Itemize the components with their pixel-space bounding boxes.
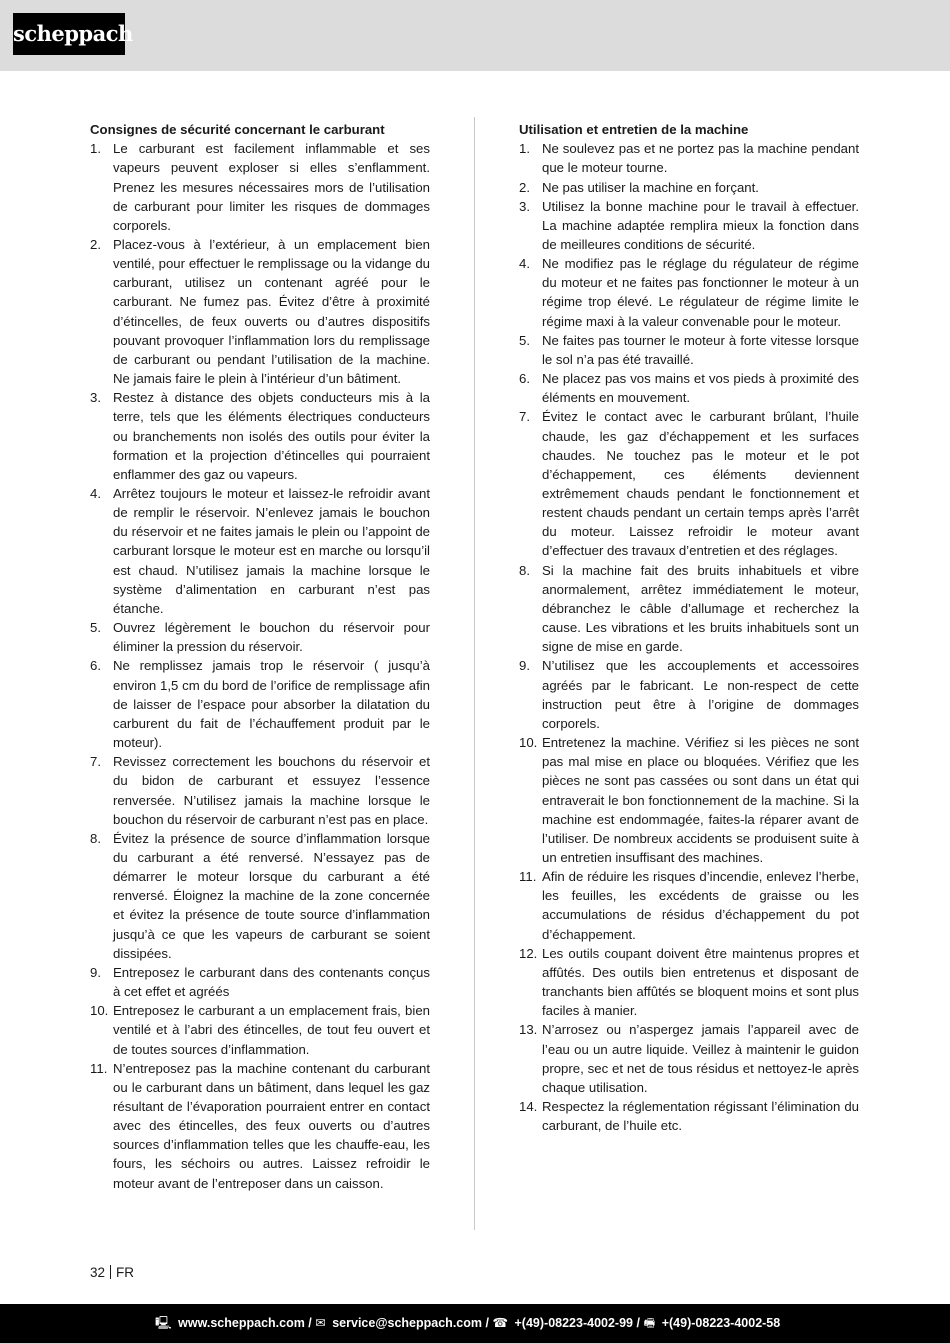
item-text: Restez à distance des objets conducteurs mis à la terre, tels que les éléments électriques conducteurs ou branchements non isolés des outils pour éviter la formation et la projection d’étincelles qui pourraient enflammer des gaz ou vapeurs. — [113, 390, 430, 482]
item-number: 7. — [90, 754, 101, 770]
item-text: Ouvrez légèrement le bouchon du réservoir pour éliminer la pression du réservoir. — [113, 620, 430, 655]
fax-icon: 🖷 — [643, 1316, 656, 1330]
item-text: Ne remplissez jamais trop le réservoir ( jusqu’à environ 1,5 cm du bord de l’orifice de remplissage afin de laisser de l’espace pour absorber la dilatation du carburent du fait de l’échauffement produit par le moteur). — [113, 658, 430, 751]
list-item — [90, 235, 430, 388]
list-item — [519, 369, 859, 407]
list-item — [519, 139, 859, 177]
list-item — [519, 944, 859, 1021]
item-number: 2. — [519, 179, 530, 195]
item-number: 6. — [90, 658, 101, 674]
item-text: Entretenez la machine. Vérifiez si les pièces ne sont pas mal mise en place ou bloquées. Vérifiez que les pièces ne sont pas cassées ou sont dans un état qui entraverait le bon fonctionnement de la machine. Si la machine est endommagée, faites-la réparer avant de l’utiliser. De nombreux accidents se produisent suite à un entretien insuffisant des machines. — [542, 735, 859, 865]
item-text: Respectez la réglementation régissant l’élimination du carburant, de l’huile etc. — [542, 1099, 859, 1134]
item-number: 11. — [519, 869, 537, 885]
mail-icon: ✉ — [315, 1316, 326, 1330]
list-item — [519, 197, 859, 254]
list-item — [90, 618, 430, 656]
item-text: Évitez le contact avec le carburant brûlant, l’huile chaude, les gaz d’échappement et les surfaces chaudes. Ne touchez pas le moteur et le pot d’échappement, ces éléments deviennent extrêmement chauds pendant le fonctionnement et restent chauds pendant un certain temps après l’arrêt du moteur. Laissez refroidir le moteur avant d’effectuer des travaux d’entretien et des réglages. — [542, 409, 859, 559]
list-item — [519, 254, 859, 331]
item-number: 5. — [519, 332, 530, 348]
list-item — [519, 407, 859, 560]
item-number: 6. — [519, 371, 530, 387]
item-number: 1. — [519, 141, 530, 157]
item-number: 3. — [90, 390, 101, 406]
computer-icon: 🖳 — [155, 1316, 172, 1330]
item-text: Ne faites pas tourner le moteur à forte vitesse lorsque le sol n’a pas été travaillé. — [542, 332, 859, 367]
header-band — [0, 0, 950, 71]
list-item — [519, 561, 859, 657]
item-text: N’entreposez pas la machine contenant du carburant ou le carburant dans un bâtiment, dans lequel les gaz résultant de l’évaporation pourraient entrer en contact avec des étincelles, des feux ouverts ou d’autres sources d’inflammation telles que les chauffe-eau, les fours, les séchoirs ou autres. Laissez refroidir le moteur avant de l’entreposer dans un caisson. — [113, 1060, 430, 1191]
list-item — [519, 656, 859, 733]
list-item — [90, 656, 430, 752]
item-number: 1. — [90, 141, 101, 157]
list-item — [90, 829, 430, 963]
page-language: FR — [116, 1265, 135, 1280]
machine-use-list — [519, 139, 859, 1135]
item-number: 2. — [90, 236, 101, 252]
item-text: Ne pas utiliser la machine en forçant. — [542, 179, 759, 195]
footer-email[interactable]: service@scheppach.com / — [332, 1316, 489, 1330]
list-item — [90, 484, 430, 618]
item-number: 8. — [519, 562, 530, 578]
item-text: Ne soulevez pas et ne portez pas la machine pendant que le moteur tourne. — [542, 141, 859, 176]
page-number — [90, 1264, 134, 1282]
footer-contact — [155, 1312, 780, 1334]
item-text: Le carburant est facilement inflammable et ses vapeurs peuvent exploser si elles s’enflamment. Prenez les mesures nécessaires mors de l’utilisation de carburant pour limiter les risques de dommages corporels. — [113, 141, 430, 233]
item-number: 4. — [90, 486, 101, 501]
item-text: Ne modifiez pas le réglage du régulateur de régime du moteur et ne faites pas fonctionner le moteur à un régime trop élevé. Le régulateur de régime limite le régime maxi à la valeur convenable pour le moteur. — [542, 256, 859, 329]
list-item — [519, 178, 859, 197]
item-number: 14. — [519, 1099, 538, 1114]
section-title-machine: Utilisation et entretien de la machine — [519, 122, 749, 137]
scheppach-logo: scheppach — [13, 13, 125, 55]
item-number: 10. — [90, 1003, 109, 1019]
list-item — [90, 752, 430, 829]
footer-phone: +(49)-08223-4002-99 / — [514, 1316, 640, 1330]
item-text: Arrêtez toujours le moteur et laissez-le refroidir avant de remplir le réservoir. N’enlevez jamais le bouchon du réservoir et ne faites jamais le plein ou l’appoint de carburant lorsque le moteur est en marche ou lorsqu’il est chaud. N’utilisez jamais la machine lorsque le système d’alimentation en carburant n’est pas étanche. — [113, 486, 430, 616]
page-number-value: 32 — [90, 1265, 106, 1280]
list-item — [519, 867, 859, 944]
list-item — [519, 1020, 859, 1097]
item-text: Les outils coupant doivent être maintenus propres et affûtés. Des outils bien entretenus et disposant de tranchants bien affûtés se bloquent moins et sont plus faciles à manier. — [542, 945, 859, 1019]
item-text: Si la machine fait des bruits inhabituels et vibre anormalement, arrêtez immédiatement le moteur, débranchez le câble d’allumage et recherchez la cause. Les vibrations et les bruits inhabituels sont un signe de mise en garde. — [542, 562, 859, 655]
footer-fax: +(49)-08223-4002-58 — [661, 1316, 781, 1330]
item-number: 9. — [519, 658, 530, 674]
item-number: 10. — [519, 735, 538, 751]
item-number: 13. — [519, 1022, 538, 1038]
list-item — [90, 1001, 430, 1058]
fuel-safety-section — [90, 120, 430, 1193]
item-number: 7. — [519, 409, 530, 425]
section-title-fuel: Consignes de sécurité concernant le carburant — [90, 122, 385, 137]
list-item — [519, 331, 859, 369]
item-number: 11. — [90, 1060, 108, 1076]
item-number: 9. — [90, 964, 101, 980]
list-item — [90, 388, 430, 484]
item-text: Placez-vous à l’extérieur, à un emplacement bien ventilé, pour effectuer le remplissage ou la vidange du carburant, utilisez un contenant agréé pour le carburant. Ne fumez pas. Évitez d’être à proximité d’étincelles, de feux ouverts ou d’autres dispositifs pouvant provoquer l’inflammation lors du remplissage de carburant ou pendant l’utilisation de la machine. Ne jamais faire le plein à l’intérieur d’un bâtiment. — [113, 236, 430, 387]
item-text: Évitez la présence de source d’inflammation lorsque du carburant a été renversé. N’essayez pas de démarrer le moteur lorsque du carburant a été renversé. Éloignez la machine de la zone concernée et évitez la présence de toute source d’inflammation jusqu’à ce que les vapeurs de carburant se soient dissipées. — [113, 830, 430, 961]
item-text: Entreposez le carburant dans des contenants conçus à cet effet et agréés — [113, 964, 430, 1000]
list-item — [90, 1059, 430, 1193]
item-text: Entreposez le carburant a un emplacement frais, bien ventilé et à l’abri des étincelles, de tout feu ouvert et de toutes sources d’inflammation. — [113, 1003, 430, 1057]
item-number: 4. — [519, 256, 530, 272]
page-separator — [110, 1265, 111, 1279]
list-item — [519, 1097, 859, 1135]
item-text: Ne placez pas vos mains et vos pieds à proximité des éléments en mouvement. — [542, 371, 859, 406]
list-item — [519, 733, 859, 867]
item-text: Utilisez la bonne machine pour le travail à effectuer. La machine adaptée remplira mieux la fonction dans de meilleures conditions de sécurité. — [542, 198, 859, 252]
item-number: 12. — [519, 945, 538, 961]
item-text: Revissez correctement les bouchons du réservoir et du bidon de carburant et essuyez l’essence renversée. N’utilisez jamais la machine lorsque le bouchon du réservoir de carburant n’est pas en place. — [113, 754, 430, 827]
list-item — [90, 139, 430, 235]
item-text: Afin de réduire les risques d’incendie, enlevez l’herbe, les feuilles, les excédents de graisse ou les accumulations de résidus d’échappement du pot d’échappement. — [542, 869, 859, 942]
item-number: 8. — [90, 830, 101, 846]
machine-use-section — [519, 120, 859, 1135]
item-number: 5. — [90, 620, 101, 636]
item-text: N’utilisez que les accouplements et accessoires agréés par le fabricant. Le non-respect de cette instruction peut être à l’origine de dommages corporels. — [542, 658, 859, 731]
list-item — [90, 963, 430, 1001]
phone-icon: ☎ — [492, 1316, 509, 1330]
item-text: N’arrosez ou n’aspergez jamais l’appareil avec de l’eau ou un autre liquide. Veillez à maintenir le guidon propre, sec et net de tous résidus et nettoyez-le après chaque utilisation. — [542, 1022, 859, 1095]
column-divider — [474, 117, 475, 1230]
item-number: 3. — [519, 198, 530, 214]
footer-website[interactable]: www.scheppach.com / — [178, 1316, 312, 1330]
fuel-safety-list — [90, 139, 430, 1193]
